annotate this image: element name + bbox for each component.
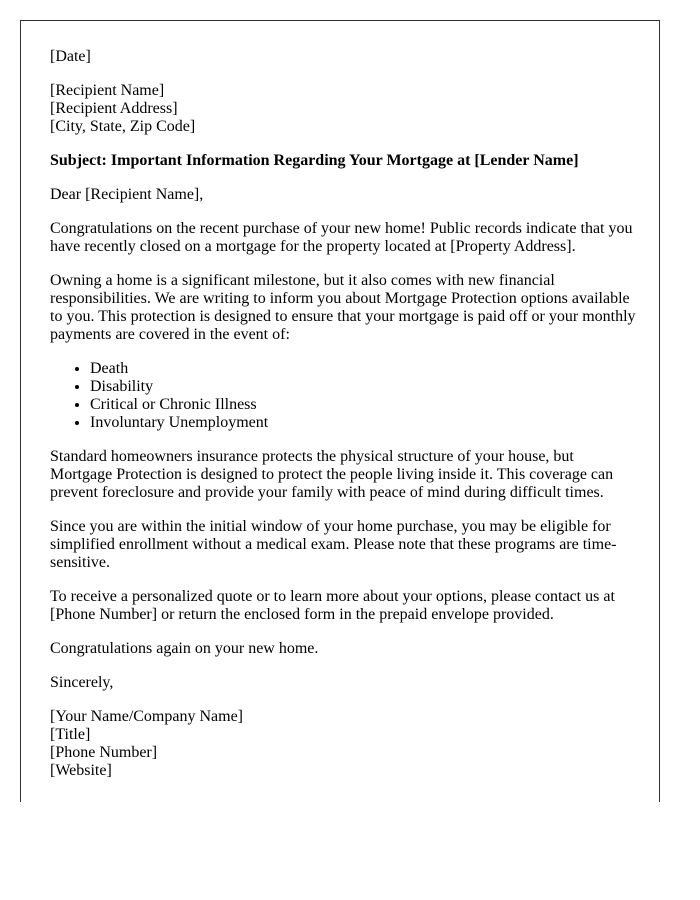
letter-page (20, 20, 660, 802)
signature-title: [Title] (50, 726, 91, 743)
letter-content (50, 48, 640, 796)
signature-block (50, 708, 640, 780)
recipient-name: [Recipient Name] (50, 82, 165, 99)
list-item: • Involuntary Unemployment (90, 414, 640, 432)
list-item: • Disability (90, 378, 640, 396)
recipient-city-state-zip: [City, State, Zip Code] (50, 118, 196, 135)
letter-date: [Date] (50, 48, 91, 65)
coverage-events-list (50, 360, 640, 432)
paragraph-homeowners-insurance: Standard homeowners insurance protects the physical structure of your house, but Mortgage Protection is designed to protect the people living inside it. This coverage can prevent foreclosure and provide your family with peace of mind during difficult times. (50, 448, 614, 501)
recipient-block (50, 82, 640, 136)
list-item: • Critical or Chronic Illness (90, 396, 640, 414)
paragraph-contact: To receive a personalized quote or to learn more about your options, please contact us at [Phone Number] or return the enclosed form in the prepaid envelope provided. (50, 588, 615, 623)
signature-name: [Your Name/Company Name] (50, 708, 244, 725)
paragraph-responsibilities: Owning a home is a significant milestone, but it also comes with new financial responsibilities. We are writing to inform you about Mortgage Protection options available to you. This protection is designed to ensure that your mortgage is paid off or your monthly payments are covered in the event of: (50, 272, 636, 343)
signature-phone: [Phone Number] (50, 744, 158, 761)
list-item: • Death (90, 360, 640, 378)
paragraph-congratulations: Congratulations on the recent purchase of your new home! Public records indicate that you have recently closed on a mortgage for the property located at [Property Address]. (50, 220, 633, 255)
subject-line: Subject: Important Information Regarding Your Mortgage at [Lender Name] (50, 152, 579, 169)
salutation: Dear [Recipient Name], (50, 186, 204, 203)
paragraph-closing-congrats: Congratulations again on your new home. (50, 640, 319, 657)
signature-website: [Website] (50, 762, 112, 779)
closing: Sincerely, (50, 674, 114, 691)
paragraph-eligibility: Since you are within the initial window of your home purchase, you may be eligible for simplified enrollment without a medical exam. Please note that these programs are time-sensitive. (50, 518, 617, 571)
recipient-address: [Recipient Address] (50, 100, 178, 117)
